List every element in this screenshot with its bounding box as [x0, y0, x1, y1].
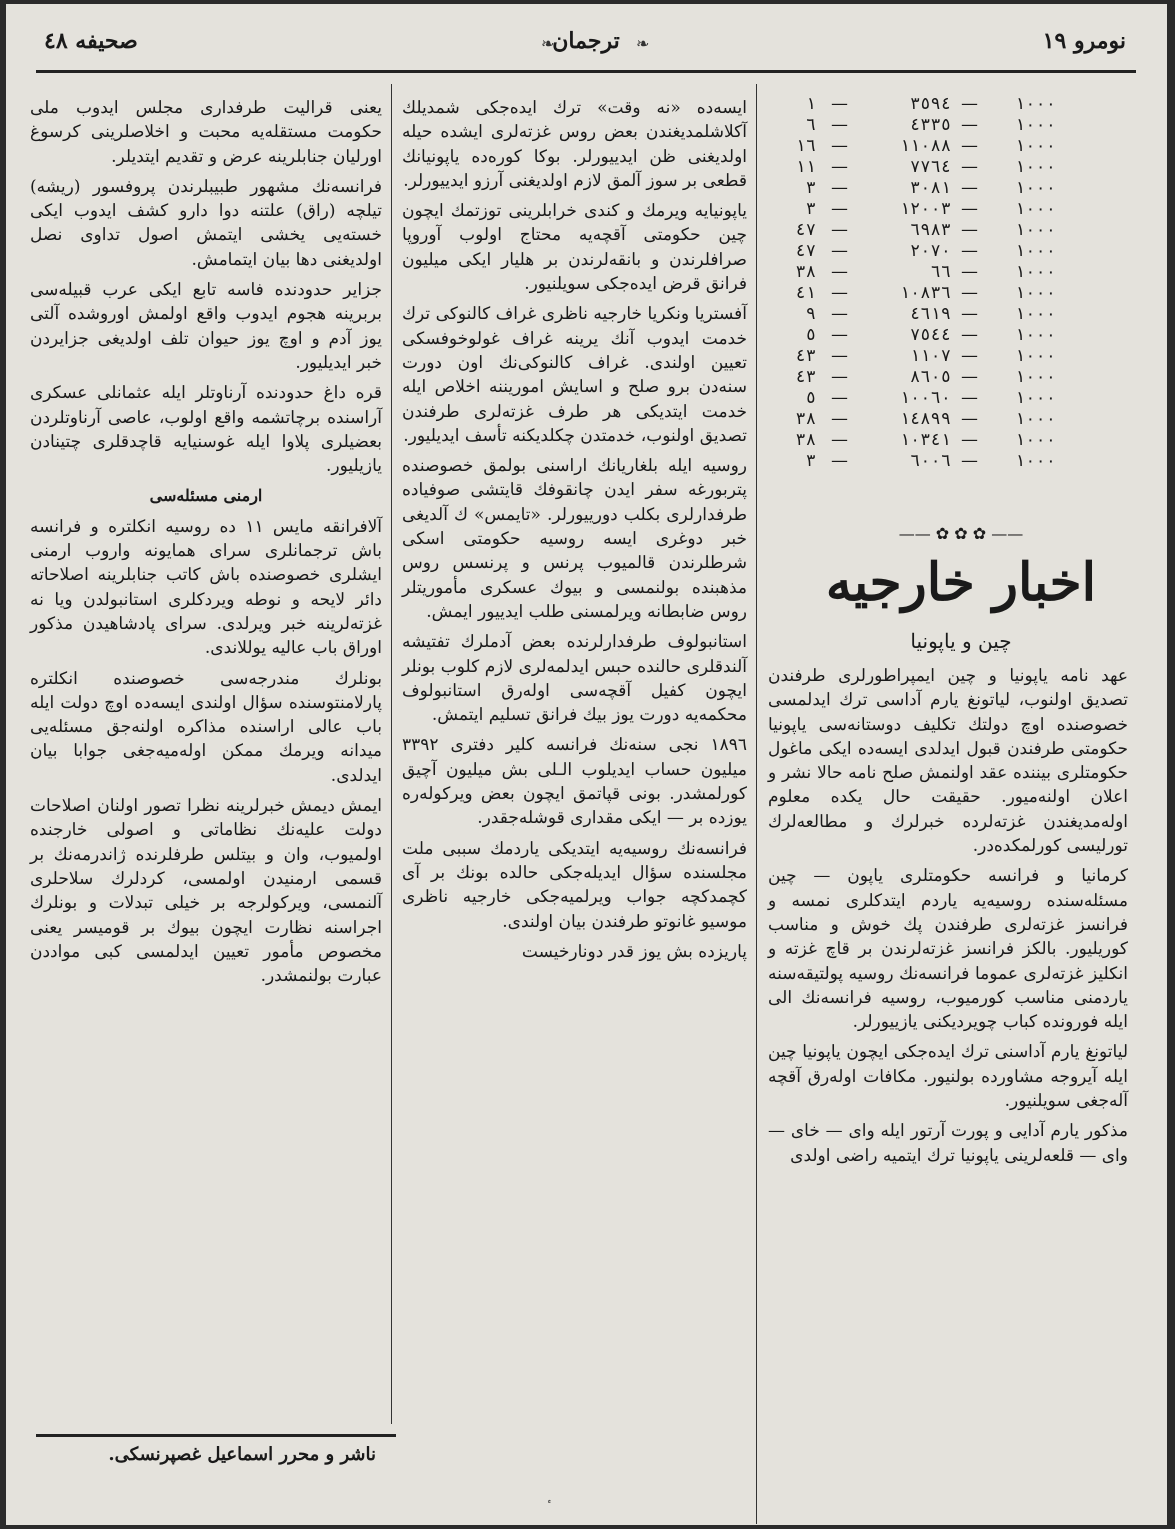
count-cell: ١١ [795, 157, 816, 177]
newspaper-page [6, 4, 1167, 1525]
amount-cell: ١٠٠٠ [1015, 451, 1056, 471]
number-cell: ٤٦١٩ [910, 304, 951, 324]
number-cell: ٤٣٣٥ [910, 115, 951, 135]
table-row [776, 325, 1121, 346]
number-cell: ١١٠٨٨ [899, 136, 951, 156]
dash-separator: — [961, 430, 978, 450]
dash-separator: — [831, 451, 848, 471]
amount-cell: ١٠٠٠ [1015, 262, 1056, 282]
dash-separator: — [831, 283, 848, 303]
dash-separator: — [831, 409, 848, 429]
number-cell: ٣٥٩٤ [910, 94, 951, 114]
amount-cell: ١٠٠٠ [1015, 178, 1056, 198]
table-row [776, 430, 1121, 451]
dash-separator: — [831, 178, 848, 198]
count-cell: ٩ [805, 304, 816, 324]
number-cell: ١٢٠٠٣ [899, 199, 951, 219]
section-subtitle: چین و یاپونیا [910, 629, 1012, 653]
article-paragraph: بونلرك مندرجه‌سی خصوصنده انكلتره پارلامنتوسنده سؤال اولندی ایسه‌ده اوچ دولت ایله باب عالی اراسنده مذاكره اولنه‌جق مسئله‌یی میدانه ویرمك ممكن اوله‌میه‌جغی جوابا بیان ایدلدی. [30, 668, 382, 786]
number-cell: ٧٧٦٤ [910, 157, 951, 177]
table-row [776, 346, 1121, 367]
number-cell: ٨٦٠٥ [910, 367, 951, 387]
article-paragraph: فرانسه‌نك روسیه‌یه ایتدیكی یاردمك سببی ملت مجلسنده سؤال ایدیله‌جكی حالده بونك بر آی كچمدكچه جواب ویرلمیه‌جكی خارجیه ناظری موسیو غانوتو طرفندن بیان اولندی. [402, 838, 747, 932]
dash-separator: — [961, 199, 978, 219]
dash-separator: — [831, 199, 848, 219]
article-paragraph: روسیه ایله بلغاریانك اراسنی بولمق خصوصنده پتربورغه سفر ایدن چانقوفك قایتشی صوفیاده طرفدارلری بكلب دورییورلر. «تایمس» ك آلدیغی خبر دوغری ایسه روسیه حكومتی اسكی شرطلرندن قالمیوب پرنس و پرنسس روس مذهبنده بولنمسی و بیوك عسكری مأموریتلر روس ضابطانه ویرلمسنی طلب ایدییور ایمش. [402, 456, 747, 622]
dash-separator: — [961, 241, 978, 261]
amount-cell: ١٠٠٠ [1015, 199, 1056, 219]
amount-cell: ١٠٠٠ [1015, 367, 1056, 387]
ornament-icon: ❧ [636, 34, 650, 53]
table-row [776, 199, 1121, 220]
number-cell: ٢٠٧٠ [910, 241, 951, 261]
article-paragraph: ایسه‌ده «نه وقت» ترك ایده‌جكی شمدیلك آكلاشلمدیغندن بعض روس غزته‌لری ایشده حیله اولدیغنی ظن ایدییورلر. بوكا كوره‌ده یاپونیانك قطعی بر سوز آلمق لازم اولدیغنی آرزو ایدییورلر. [402, 98, 747, 191]
dash-separator: — [961, 115, 978, 135]
table-row [776, 94, 1121, 115]
dash-separator: — [831, 388, 848, 408]
dash-separator: — [961, 262, 978, 282]
amount-cell: ١٠٠٠ [1015, 346, 1056, 366]
article-paragraph: آلافرانقه مایس ١١ ده روسیه انكلتره و فرانسه باش ترجمانلری سرای همایونه واروب ارمنی ایشلری خصوصنده باش كاتب جنابلرینه اصلاحاته دائر لایحه و نوطه ویردكلری استانبولدن ویا نه غزته‌لرینه خبر ویرلدی. سرای پادشاهیدن مذكور اوراق باب عالیه یوللاندی. [30, 516, 382, 659]
table-row [776, 262, 1121, 283]
table-row [776, 220, 1121, 241]
ornament-icon: ❧ [541, 34, 555, 53]
amount-cell: ١٠٠٠ [1015, 283, 1056, 303]
dash-separator: — [961, 367, 978, 387]
article-paragraph: آفستریا ونكریا خارجیه ناظری غراف كالنوكی ترك خدمت ایدوب آنك یرینه غراف غولوخوفسكی تعیین اولندی. غراف كالنوكی‌نك اون دورت سنه‌دن برو صلح و اسایش اموریننه اخلاص ایله خدمت ایتدیكی هر طرف غزته‌لری طرفندن تصدیق اولنوب، خدمتدن چكلدیكنه تأسف ایدیلیور. [402, 304, 747, 446]
article-paragraph: ایمش دیمش خبرلرینه نظرا تصور اولنان اصلاحات دولت علیه‌نك نظاماتی و اصولی خارجنده اولمیوب، وان و بیتلس طرفلرنده ژاندرمه‌نك بر قسمی ارمنیدن اولمسی، كردلرك سلاحلری آلنمسی، ویركولرجه بر خیلی تبدلات و بونلرك اجراسنه نظارت ایچون بیوك بر قومیسر یعنی مخصوص مأمور تعیین ایدلمسی كبی مواددن عبارت بولنمشدر. [30, 796, 382, 987]
dash-separator: — [961, 94, 978, 114]
count-cell: ٤٣ [795, 367, 816, 387]
count-cell: ٣ [805, 178, 816, 198]
article-paragraph: استانبولوف طرفدارلرنده بعض آدملرك تفتیشه آلندقلری حالنده حبس ایدلمه‌لری لازم كلوب بونلر ایچون كفیل آقچه‌سی اوله‌رق استانبولوف محكمه‌یه دورت یوز بیك فرانق تسلیم ایتمش. [402, 632, 747, 726]
dash-separator: — [831, 430, 848, 450]
armenian-question-heading: ارمنی مسئله‌سی [149, 486, 263, 506]
amount-cell: ١٠٠٠ [1015, 304, 1056, 324]
article-paragraph: یاپونیایه ویرمك و كندی خرابلرینی توزتمك ایچون چین حكومتی آقچه‌یه محتاج اولوب آوروپا صرافلرندن و بانقه‌لرندن بر هلیار ایكی میلیون فرانق قرض ایده‌جكی سویلنیور. [402, 201, 747, 295]
middle-column-text [402, 96, 747, 970]
lottery-table [776, 94, 1121, 472]
page-number-label: صحیفه ٤٨ [44, 28, 138, 54]
table-row [776, 304, 1121, 325]
number-cell: ٣٠٨١ [910, 178, 951, 198]
table-row [776, 136, 1121, 157]
issue-number: نومرو ١٩ [1042, 28, 1126, 54]
column-divider [391, 84, 392, 1424]
amount-cell: ١٠٠٠ [1015, 430, 1056, 450]
article-paragraph: فرانسه‌نك مشهور طبیبلرندن پروفسور (ریشه) تیلچه (راق) علتنه دوا دارو كشف ایدوب ایكی خسته‌یی یخشی ایتمش اصول تداوی نصل اولدیغنی دها بیان ایتمامش. [30, 176, 382, 270]
column-divider [756, 84, 757, 1524]
number-cell: ٧٥٤٤ [910, 325, 951, 345]
page-header [36, 22, 1136, 66]
count-cell: ٥ [805, 325, 816, 345]
count-cell: ٥ [805, 388, 816, 408]
count-cell: ٣ [805, 451, 816, 471]
article-paragraph: لیاتونغ یارم آداسنی ترك ایده‌جكی ایچون یاپونیا چین ایله آیروجه مشاورده بولنیور. مكافات اوله‌رق آقچه آله‌جغی سویلنیور. [768, 1042, 1128, 1112]
left-column-text [30, 96, 382, 994]
amount-cell: ١٠٠٠ [1015, 241, 1056, 261]
count-cell: ٣٨ [795, 409, 816, 429]
number-cell: ١٠٨٣٦ [899, 283, 951, 303]
dash-separator: — [961, 178, 978, 198]
number-cell: ١١٠٧ [910, 346, 951, 366]
article-paragraph: یعنی قرالیت طرفداری مجلس ایدوب ملی حكومت مستقله‌یه محبت و اخلاصلرینی كرسوغ اورلیان جنابلرینه عرض و تقدیم ایتدیلر. [30, 98, 382, 167]
dash-separator: — [961, 451, 978, 471]
right-column-text [768, 664, 1128, 1174]
count-cell: ٣٨ [795, 430, 816, 450]
table-divider: —— ✿ ✿ ✿ —— [898, 524, 1024, 543]
dash-separator: — [961, 283, 978, 303]
amount-cell: ١٠٠٠ [1015, 94, 1056, 114]
dash-separator: — [831, 367, 848, 387]
header-rule [36, 70, 1136, 73]
dash-separator: — [831, 346, 848, 366]
table-row [776, 388, 1121, 409]
amount-cell: ١٠٠٠ [1015, 325, 1056, 345]
article-paragraph: پاریزده بش یوز قدر دونارخیست [521, 941, 747, 962]
number-cell: ١٤٨٩٩ [899, 409, 951, 429]
article-paragraph: ١٨٩٦ نجی سنه‌نك فرانسه كلیر دفتری ٣٣٩٢ میلیون حساب ایدیلوب الـلی بش میلیون آچیق كورلمشدر. بونی قپاتمق ایچون بعض ویركوله‌ره یوزده بر — ایكی مقداری قوشله‌جقدر. [402, 735, 747, 829]
section-title: اخبار خارجیه [825, 552, 1097, 613]
dash-separator: — [831, 115, 848, 135]
number-cell: ٦٩٨٣ [910, 220, 951, 240]
dash-separator: — [961, 304, 978, 324]
number-cell: ١٠٣٤١ [899, 430, 951, 450]
dash-separator: — [961, 346, 978, 366]
dash-separator: — [961, 409, 978, 429]
dash-separator: — [831, 136, 848, 156]
article-paragraph: جزایر حدودنده فاسه تابع ایكی عرب قبیله‌سی بربرینه هجوم ایدوب واقع اولمش اوروشده آلتی یوز آدم و اوچ یوز حیوان تلف اولدیغی جزایردن خبر ایدیلیور. [30, 280, 382, 373]
amount-cell: ١٠٠٠ [1015, 388, 1056, 408]
dash-separator: — [961, 136, 978, 156]
number-cell: ٦٦ [930, 262, 951, 282]
table-row [776, 367, 1121, 388]
newspaper-title: ترجمان [552, 28, 620, 54]
dash-separator: — [831, 262, 848, 282]
amount-cell: ١٠٠٠ [1015, 157, 1056, 177]
article-paragraph: قره داغ حدودنده آرناوتلر ایله عثمانلی عسكری آراسنده برچاتشمه واقع اولوب، عاصی آرناوتلردن بعضیلری پلاوا ایله غوسنیایه قاچدقلری چتینادن یازیلیور. [30, 383, 382, 477]
count-cell: ٤٣ [795, 346, 816, 366]
dash-separator: — [831, 304, 848, 324]
number-cell: ٦٠٠٦ [910, 451, 951, 471]
count-cell: ٤٧ [795, 220, 816, 240]
count-cell: ١٦ [795, 136, 816, 156]
amount-cell: ١٠٠٠ [1015, 115, 1056, 135]
amount-cell: ١٠٠٠ [1015, 409, 1056, 429]
dash-separator: — [831, 94, 848, 114]
dash-separator: — [831, 220, 848, 240]
amount-cell: ١٠٠٠ [1015, 220, 1056, 240]
count-cell: ١ [805, 94, 816, 114]
number-cell: ١٠٠٦٠ [899, 388, 951, 408]
dash-separator: — [831, 157, 848, 177]
dash-separator: — [961, 157, 978, 177]
table-row [776, 178, 1121, 199]
dash-separator: — [831, 241, 848, 261]
table-row [776, 157, 1121, 178]
article-paragraph: عهد نامه یاپونیا و چین ایمپراطورلری طرفندن تصدیق اولنوب، لیاتونغ یارم آداسی ترك ایدلمسی خصوصنده اوچ دولتك تكلیف دوستانه‌سی یاپونیا حكومتی طرفندن قبول ایدلدی ایسه‌ده ایكی ماغول حكومتلری بیننده عقد اولنمش صلح نامه حالا نشر و اعلان اولنه‌میور. حقیقت حال یكده معلوم اوله‌مدیغندن غزته‌لرده خبرلرك و مطالعه‌لرك تورلیسی كورلمكده‌در. [768, 666, 1128, 857]
dash-separator: — [961, 325, 978, 345]
table-row [776, 241, 1121, 262]
count-cell: ٣٨ [795, 262, 816, 282]
count-cell: ٦ [805, 115, 816, 135]
publisher-line: ناشر و محرر اسماعیل غصپرنسكی. [108, 1444, 376, 1465]
footer-rule [36, 1434, 396, 1437]
dash-separator: — [961, 220, 978, 240]
amount-cell: ١٠٠٠ [1015, 136, 1056, 156]
table-row [776, 115, 1121, 136]
table-row [776, 283, 1121, 304]
dash-separator: — [831, 325, 848, 345]
table-row [776, 409, 1121, 430]
count-cell: ٣ [805, 199, 816, 219]
table-row [776, 451, 1121, 472]
dash-separator: — [961, 388, 978, 408]
article-paragraph: مذكور یارم آدایی و پورت آرتور ایله وای — خای — وای — قلعه‌لرینی یاپونیا ترك ایتمیه راضی اولدی [768, 1121, 1128, 1166]
article-paragraph: كرمانیا و فرانسه حكومتلری یاپون — چین مسئله‌سنده روسیه‌یه یاردم ایتدكلری نمسه و فرانسز غزته‌لری طرفندن پك خوش و مناسب كوریلیور. بالكز فرانسز غزته‌لرندن بر قاچ غزته و انكلیز غزته‌لری عموما فرانسه‌نك روسیه پولتیقه‌سنه یاردمنی مناسب كورمیوب، روسیه فرانسه‌نك الی ایله فورونده كباب چویردیكنی یازییورلر. [768, 866, 1128, 1033]
count-cell: ٤١ [795, 283, 816, 303]
count-cell: ٤٧ [795, 241, 816, 261]
